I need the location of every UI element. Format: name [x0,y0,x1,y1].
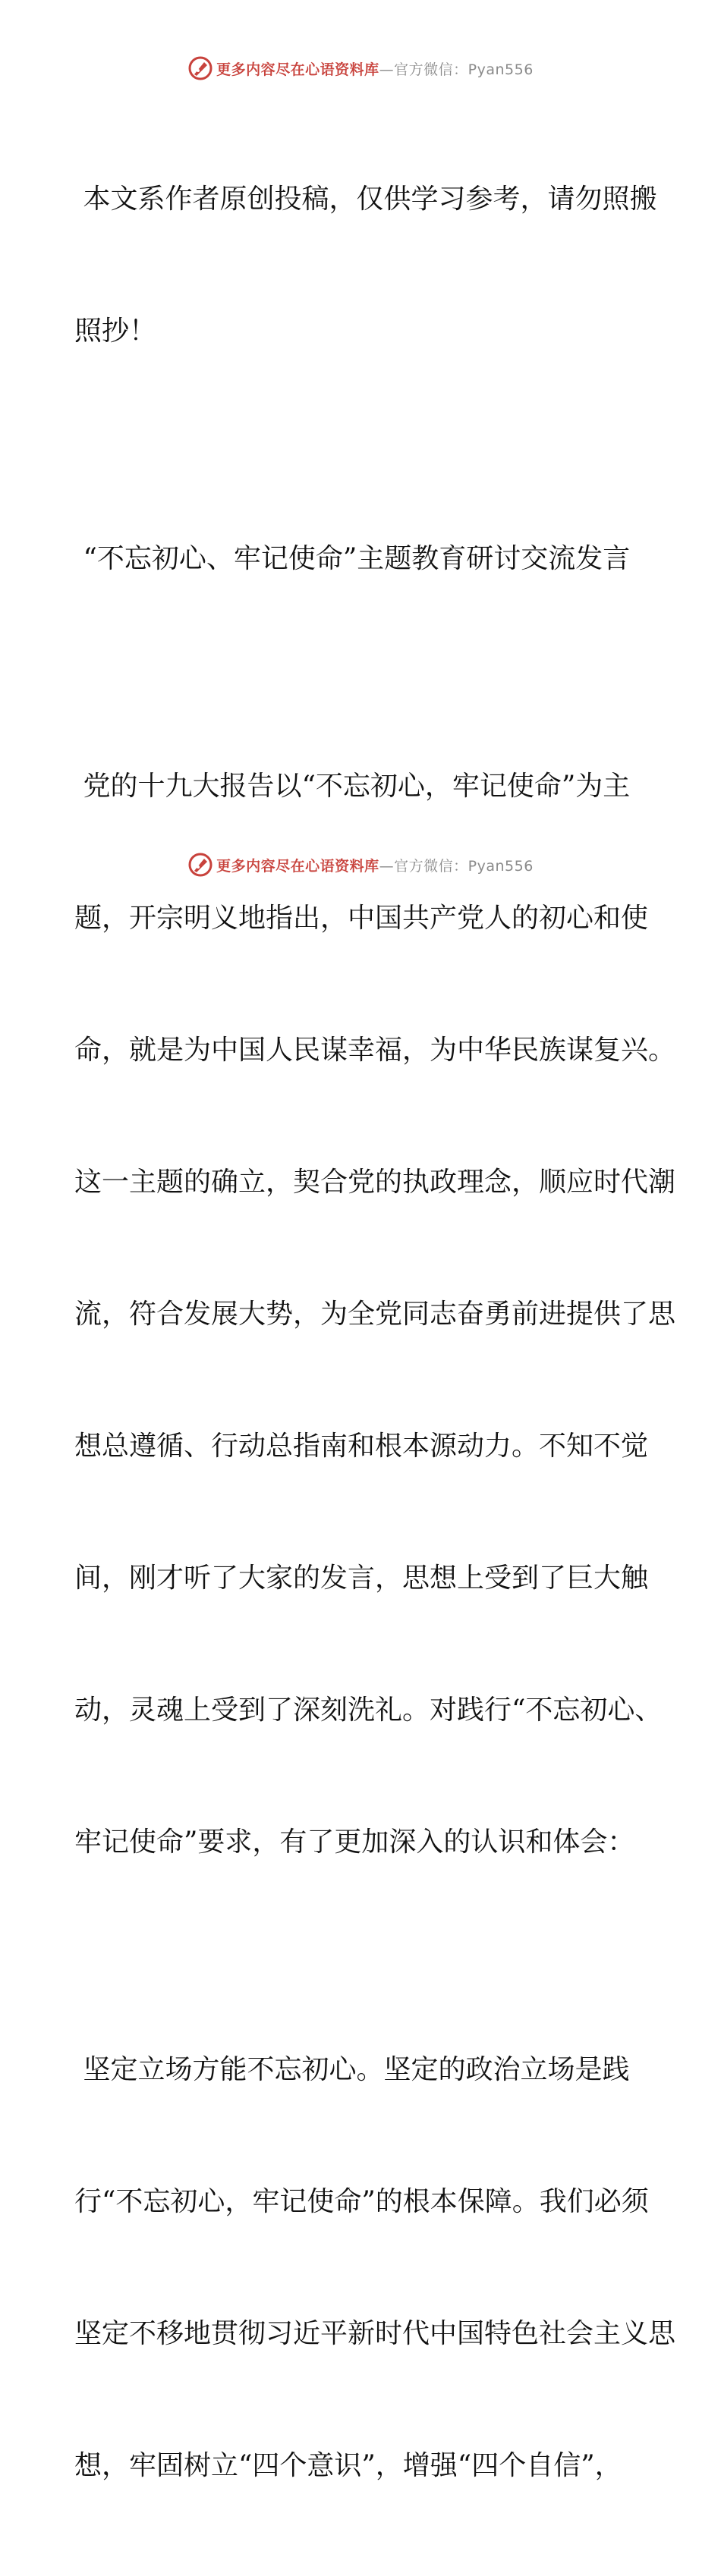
text-line: 照抄！ [74,316,157,347]
text-line: 这一主题的确立，契合党的执政理念，顺应时代潮 [74,1167,676,1198]
watermark-wechat-text: —官方微信：Pyan556 [379,857,534,875]
header-watermark [0,53,721,83]
text-line: 本文系作者原创投稿，仅供学习参考，请勿照搬 [74,184,657,215]
text-line: “不忘初心、牢记使命”主题教育研讨交流发言 [74,543,631,574]
text-line: 题，开宗明义地指出，中国共产党人的初心和使 [74,903,649,934]
text-line: 命，就是为中国人民谋幸福，为中华民族谋复兴。 [74,1035,676,1066]
text-line: 行“不忘初心，牢记使命”的根本保障。我们必须 [74,2186,649,2217]
text-line: 党的十九大报告以“不忘初心，牢记使命”为主 [74,771,631,802]
footer-watermark [0,850,721,880]
text-line: 想总遵循、行动总指南和根本源动力。不知不觉 [74,1431,649,1462]
notice-paragraph [74,90,657,441]
document-content [74,90,676,2576]
document-title [74,449,651,669]
watermark-brand-text: 更多内容尽在心语资料库 [216,61,379,78]
text-line: 流，符合发展大势，为全党同志奋勇前进提供了思 [74,1299,676,1330]
watermark-brand-text: 更多内容尽在心语资料库 [216,857,379,875]
pen-nib-logo-icon [187,55,213,81]
pen-nib-logo-icon [187,852,213,878]
text-line: 坚定立场方能不忘初心。坚定的政治立场是践 [74,2054,630,2085]
text-line: 动，灵魂上受到了深刻洗礼。对践行“不忘初心、 [74,1695,663,1726]
text-line: 间，刚才听了大家的发言，思想上受到了巨大触 [74,1563,649,1594]
text-line: 牢记使命”要求，有了更加深入的认识和体会： [74,1827,635,1858]
watermark-wechat-text: —官方微信：Pyan556 [379,61,534,78]
text-line: 坚定不移地贯彻习近平新时代中国特色社会主义思 [74,2318,676,2349]
body-paragraph-2 [74,1960,676,2576]
text-line: 想，牢固树立“四个意识”，增强“四个自信”， [74,2450,622,2481]
